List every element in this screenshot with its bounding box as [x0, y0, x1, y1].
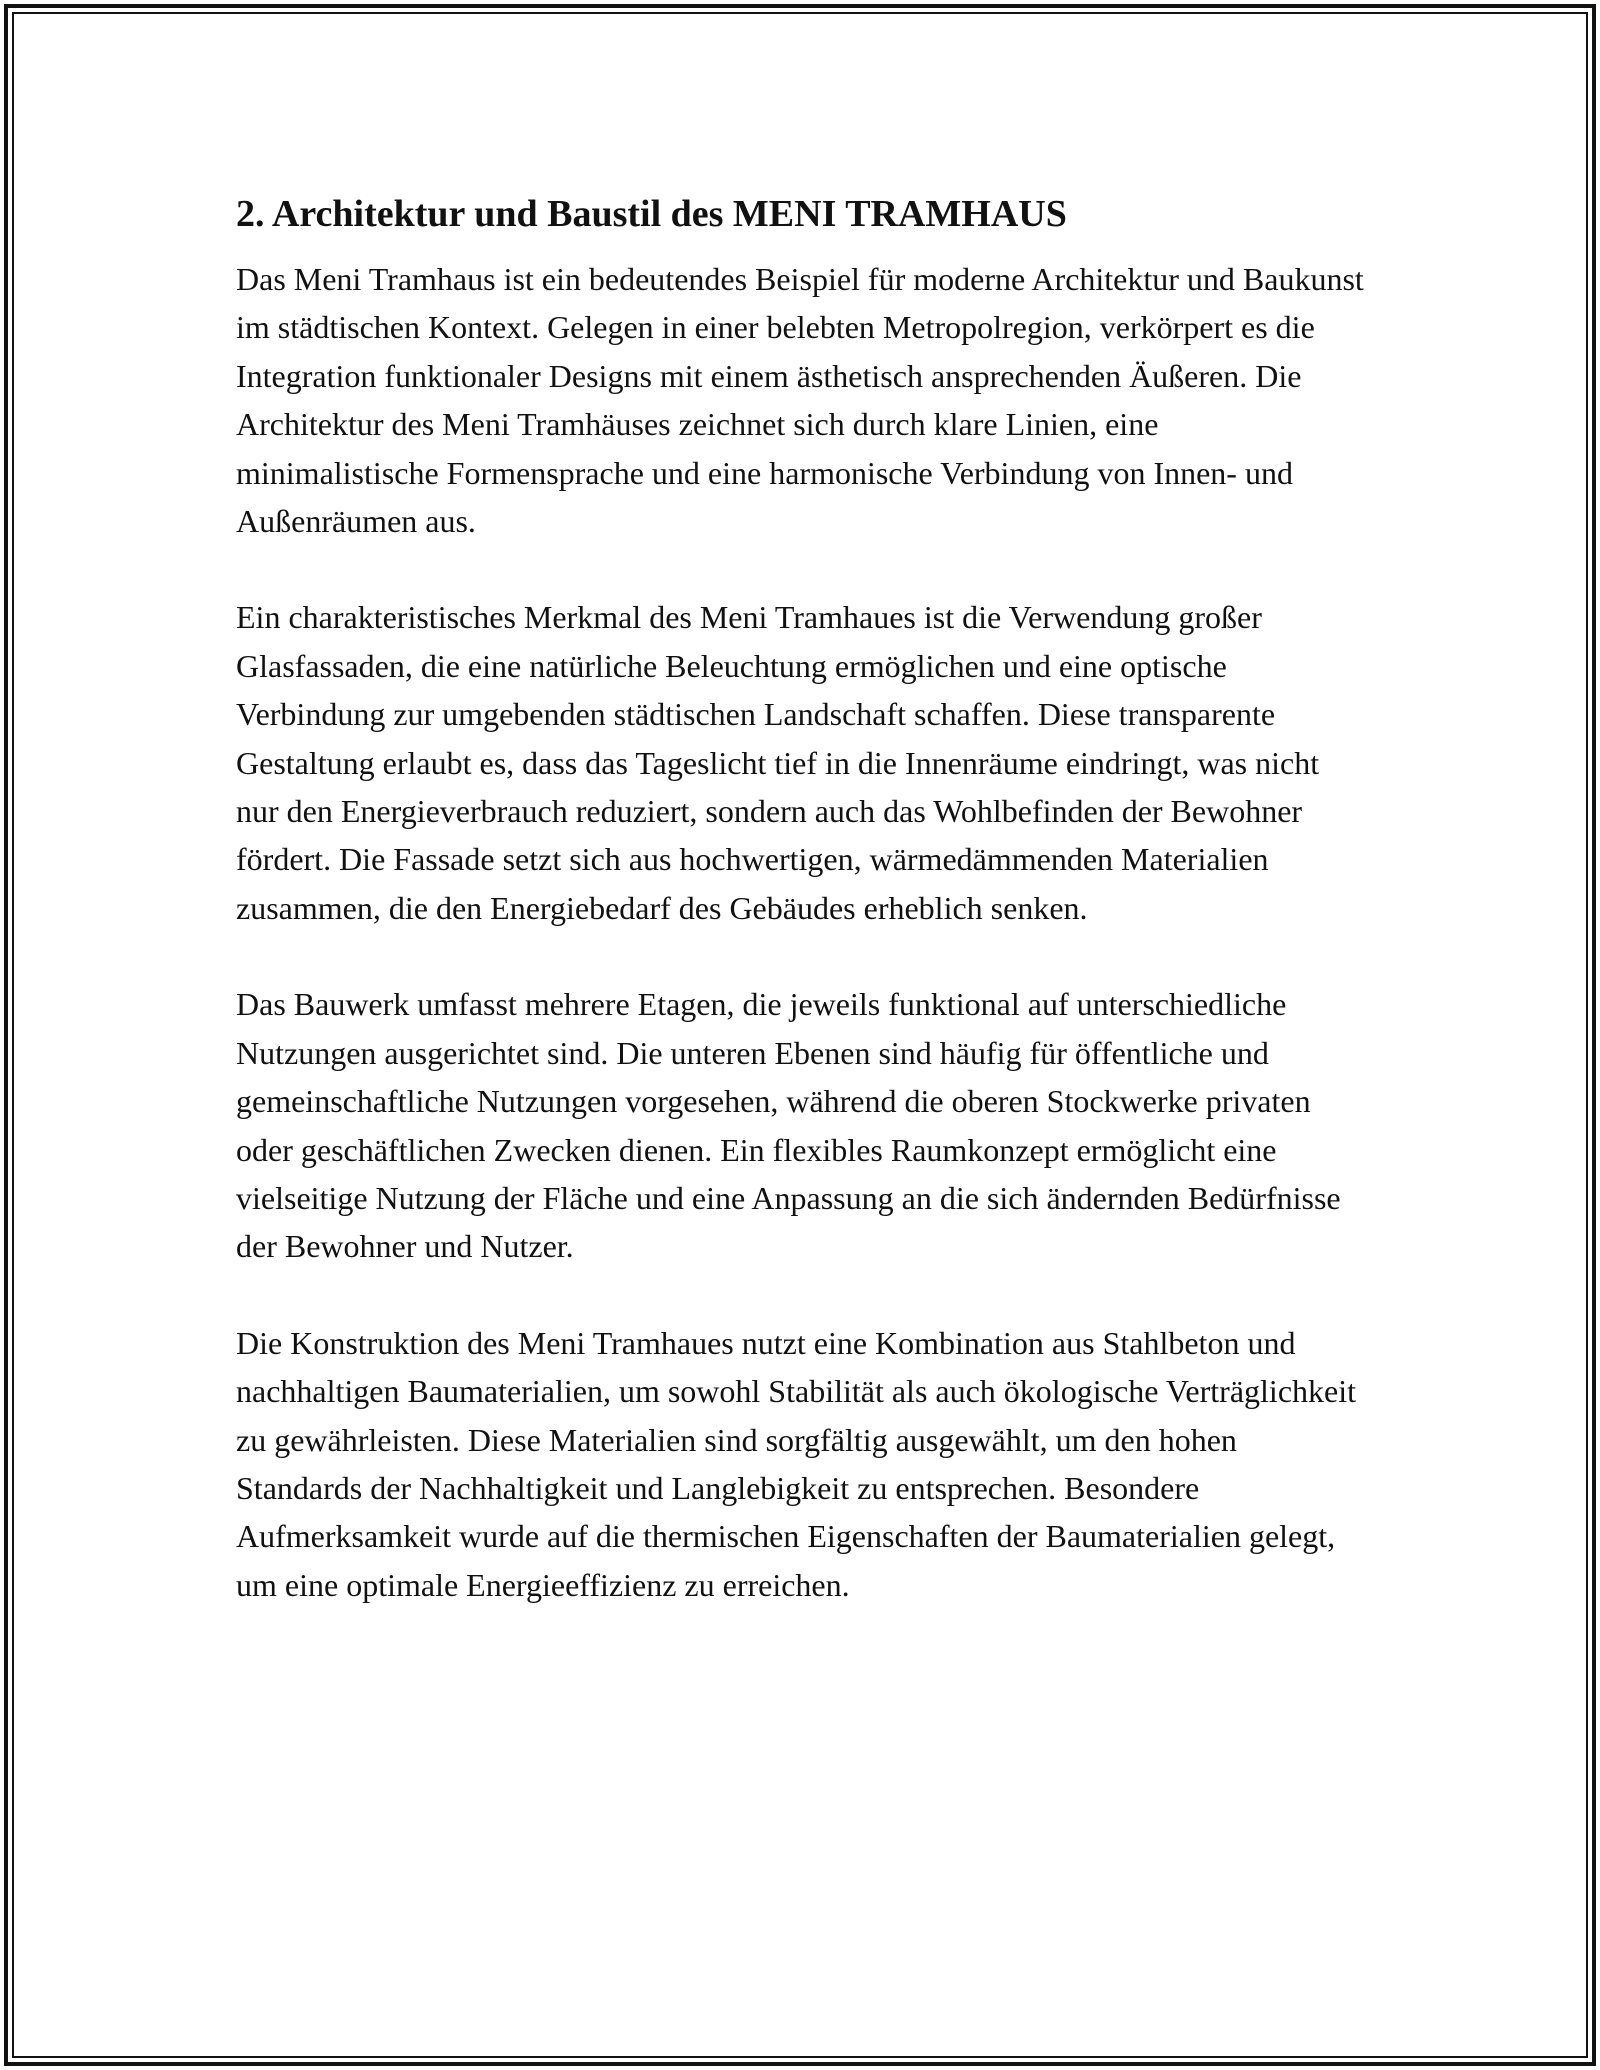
- paragraph-1: Das Meni Tramhaus ist ein bedeutendes Beispiel für moderne Architektur und Baukunst im städtischen Kontext. Gelegen in einer belebten Metropolregion, verkörpert es die Integration funktionaler Designs mit einem ästhetisch ansprechenden Äußeren. Die Architektur des Meni Tramhäuses zeichnet sich durch klare Linien, eine minimalistische Formensprache und eine harmonische Verbindung von Innen- und Außenräumen aus.: [236, 261, 1364, 540]
- paragraph-2: Ein charakteristisches Merkmal des Meni Tramhaues ist die Verwendung großer Glasfassaden, die eine natürliche Beleuchtung ermöglichen und eine optische Verbindung zur umgebenden städtischen Landschaft schaffen. Diese transparente Gestaltung erlaubt es, dass das Tageslicht tief in die Innenräume eindringt, was nicht nur den Energieverbrauch reduziert, sondern auch das Wohlbefinden der Bewohner fördert. Die Fassade setzt sich aus hochwertigen, wärmedämmenden Materialien zusammen, die den Energiebedarf des Gebäudes erheblich senken.: [236, 599, 1320, 926]
- section-heading: 2. Architektur und Baustil des MENI TRAMHAUS: [236, 193, 1067, 235]
- paragraph-4: Die Konstruktion des Meni Tramhaues nutzt eine Kombination aus Stahlbeton und nachhaltigen Baumaterialien, um sowohl Stabilität als auch ökologische Verträglichkeit zu gewährleisten. Diese Materialien sind sorgfältig ausgewählt, um den hohen Standards der Nachhaltigkeit und Langlebigkeit zu entsprechen. Besondere Aufmerksamkeit wurde auf die thermischen Eigenschaften der Baumaterialien gelegt, um eine optimale Energieeffizienz zu erreichen.: [236, 1324, 1356, 1603]
- page-content: [236, 186, 1366, 1657]
- paragraph-3: Das Bauwerk umfasst mehrere Etagen, die jeweils funktional auf unterschiedliche Nutzungen ausgerichtet sind. Die unteren Ebenen sind häufig für öffentliche und gemeinschaftliche Nutzungen vorgesehen, während die oberen Stockwerke privaten oder geschäftlichen Zwecken dienen. Ein flexibles Raumkonzept ermöglicht eine vielseitige Nutzung der Fläche und eine Anpassung an die sich ändernden Bedürfnisse der Bewohner und Nutzer.: [236, 986, 1341, 1265]
